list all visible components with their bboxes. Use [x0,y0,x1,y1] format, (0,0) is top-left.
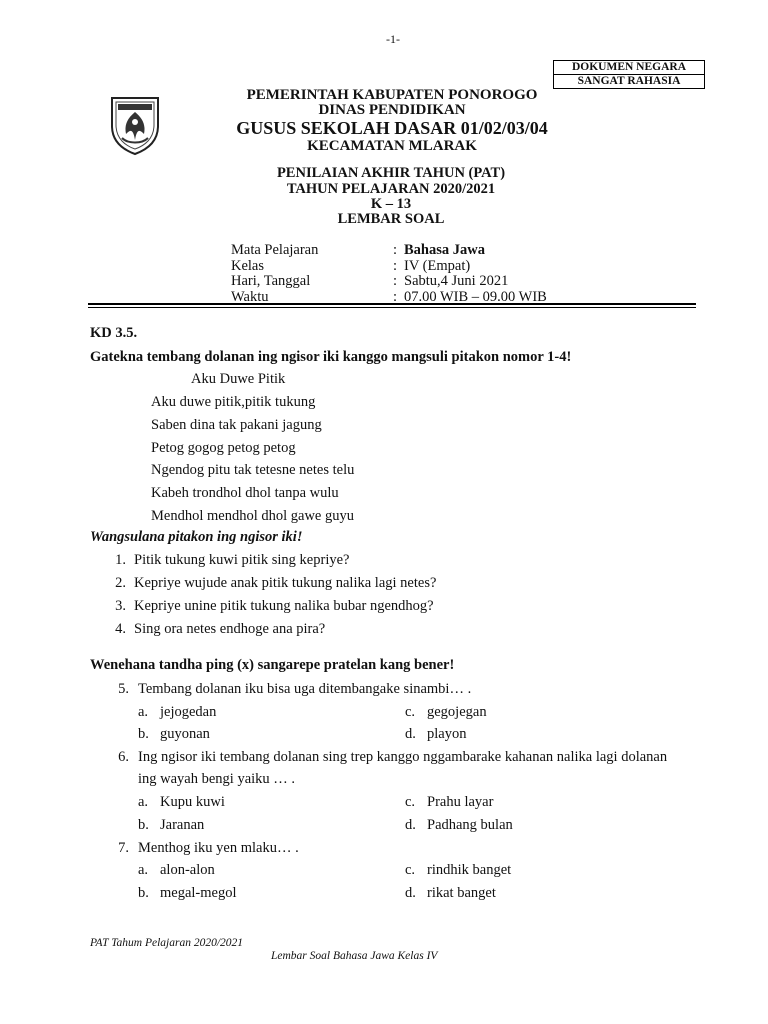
ponorogo-regency-crest-icon [108,94,162,156]
answer-option[interactable] [405,704,487,721]
option-letter: b. [138,885,149,901]
poem-line: Petog gogog petog petog [151,440,296,456]
option-letter: d. [405,817,416,833]
poem-line: Ngendog pitu tak tetesne netes telu [151,462,355,478]
option-text: Padhang bulan [427,817,513,833]
option-text: megal-megol [160,885,237,901]
option-text: rikat banget [427,885,496,901]
option-text: gegojegan [427,704,487,720]
poem-instruction: Gatekna tembang dolanan ing ngisor iki kanggo mangsuli pitakon nomor 1-4! [90,349,572,365]
poem-line: Kabeh trondhol dhol tanpa wulu [151,485,339,501]
question-number: 3. [115,598,126,614]
info-value: IV (Empat) [404,257,471,274]
info-label: Mata Pelajaran [231,242,319,258]
option-text: Jaranan [160,817,205,833]
header-department: DINAS PENDIDIKAN [318,102,466,118]
question-text: Sing ora netes endhoge ana pira? [134,621,326,637]
exam-info-table [231,242,591,304]
option-text: jejogedan [160,704,217,720]
header-divider-thin [88,307,696,308]
question-text-continued: ing wayah bengi yaiku … . [138,771,296,787]
info-row-date: Hari, Tanggal : Sabtu,4 Juni 2021 [231,273,509,289]
poem-line: Mendhol mendhol dhol gawe guyu [151,508,354,524]
option-text: Kupu kuwi [160,794,225,810]
question-text: Ing ngisor iki tembang dolanan sing trep kanggo nggambarake kahanan nalika lagi dolanan [138,749,668,765]
option-letter: c. [405,862,416,878]
option-letter: c. [405,704,416,720]
classification-line-2: SANGAT RAHASIA [554,74,704,88]
question-number: 6. [118,749,129,765]
option-text: Prahu layar [427,794,494,810]
info-label: Waktu [231,288,269,305]
info-row-time: Waktu : 07.00 WIB – 09.00 WIB [231,288,547,305]
info-label: Kelas [231,257,265,274]
multiple-choice-heading: Wenehana tandha ping (x) sangarepe pratelan kang bener! [90,657,455,673]
option-text: guyonan [160,726,210,742]
question-number: 5. [118,681,129,697]
answer-option[interactable] [138,794,225,811]
option-letter: c. [405,794,416,810]
footer-center: Lembar Soal Bahasa Jawa Kelas IV [271,950,438,962]
classification-line-1: DOKUMEN NEGARA [571,61,687,73]
poem-line: Aku duwe pitik,pitik tukung [151,394,316,410]
answer-option[interactable] [405,862,511,879]
poem-line: Saben dina tak pakani jagung [151,417,322,433]
option-letter: b. [138,726,149,742]
answer-option[interactable] [405,726,466,743]
question-text: Kepriye unine pitik tukung nalika bubar ngendhog? [134,598,434,614]
header-district: KECAMATAN MLARAK [307,138,477,154]
option-text: rindhik banget [427,862,512,878]
answer-option[interactable] [138,885,237,902]
answer-option[interactable] [138,817,204,834]
info-value: 07.00 WIB – 09.00 WIB [404,288,547,305]
competency-label: KD 3.5. [90,325,138,341]
info-value: Bahasa Jawa [404,242,485,258]
option-text: playon [427,726,467,742]
question-text: Pitik tukung kuwi pitik sing kepriye? [134,552,350,568]
poem-title: Aku Duwe Pitik [191,371,286,387]
info-row-subject: Mata Pelajaran : Bahasa Jawa [231,242,485,258]
option-letter: a. [138,704,149,720]
classification-box [553,60,705,89]
answer-option[interactable] [138,862,215,879]
question-number: 4. [115,621,126,637]
answer-option[interactable] [138,704,216,721]
option-letter: b. [138,817,149,833]
info-row-class: Kelas : IV (Empat) [231,257,471,274]
option-letter: d. [405,885,416,901]
question-number: 7. [118,840,129,856]
question-number: 1. [115,552,126,568]
question-text: Kepriye wujude anak pitik tukung nalika lagi netes? [134,575,437,591]
option-text: alon-alon [160,862,215,878]
option-letter: a. [138,862,149,878]
answer-option[interactable] [138,726,210,743]
info-label: Hari, Tanggal [231,273,311,289]
page-number: -1- [386,32,400,46]
option-letter: a. [138,794,149,810]
academic-year: TAHUN PELAJARAN 2020/2021 [286,181,496,197]
header-school-cluster: GUSUS SEKOLAH DASAR 01/02/03/04 [236,118,548,138]
option-letter: d. [405,726,416,742]
header-government: PEMERINTAH KABUPATEN PONOROGO [246,87,538,103]
answer-option[interactable] [405,817,513,834]
answer-option[interactable] [405,794,493,811]
header-divider [88,303,696,305]
curriculum: K – 13 [370,196,412,212]
sheet-title: LEMBAR SOAL [337,211,445,227]
answer-option[interactable] [405,885,496,902]
question-number: 2. [115,575,126,591]
essay-heading: Wangsulana pitakon ing ngisor iki! [90,529,303,545]
info-value: Sabtu,4 Juni 2021 [404,273,509,289]
question-text: Menthog iku yen mlaku… . [138,840,299,856]
question-text: Tembang dolanan iku bisa uga ditembangake sinambi… . [138,681,472,697]
exam-title: PENILAIAN AKHIR TAHUN (PAT) [276,165,506,181]
footer-left: PAT Tahum Pelajaran 2020/2021 [90,937,244,949]
